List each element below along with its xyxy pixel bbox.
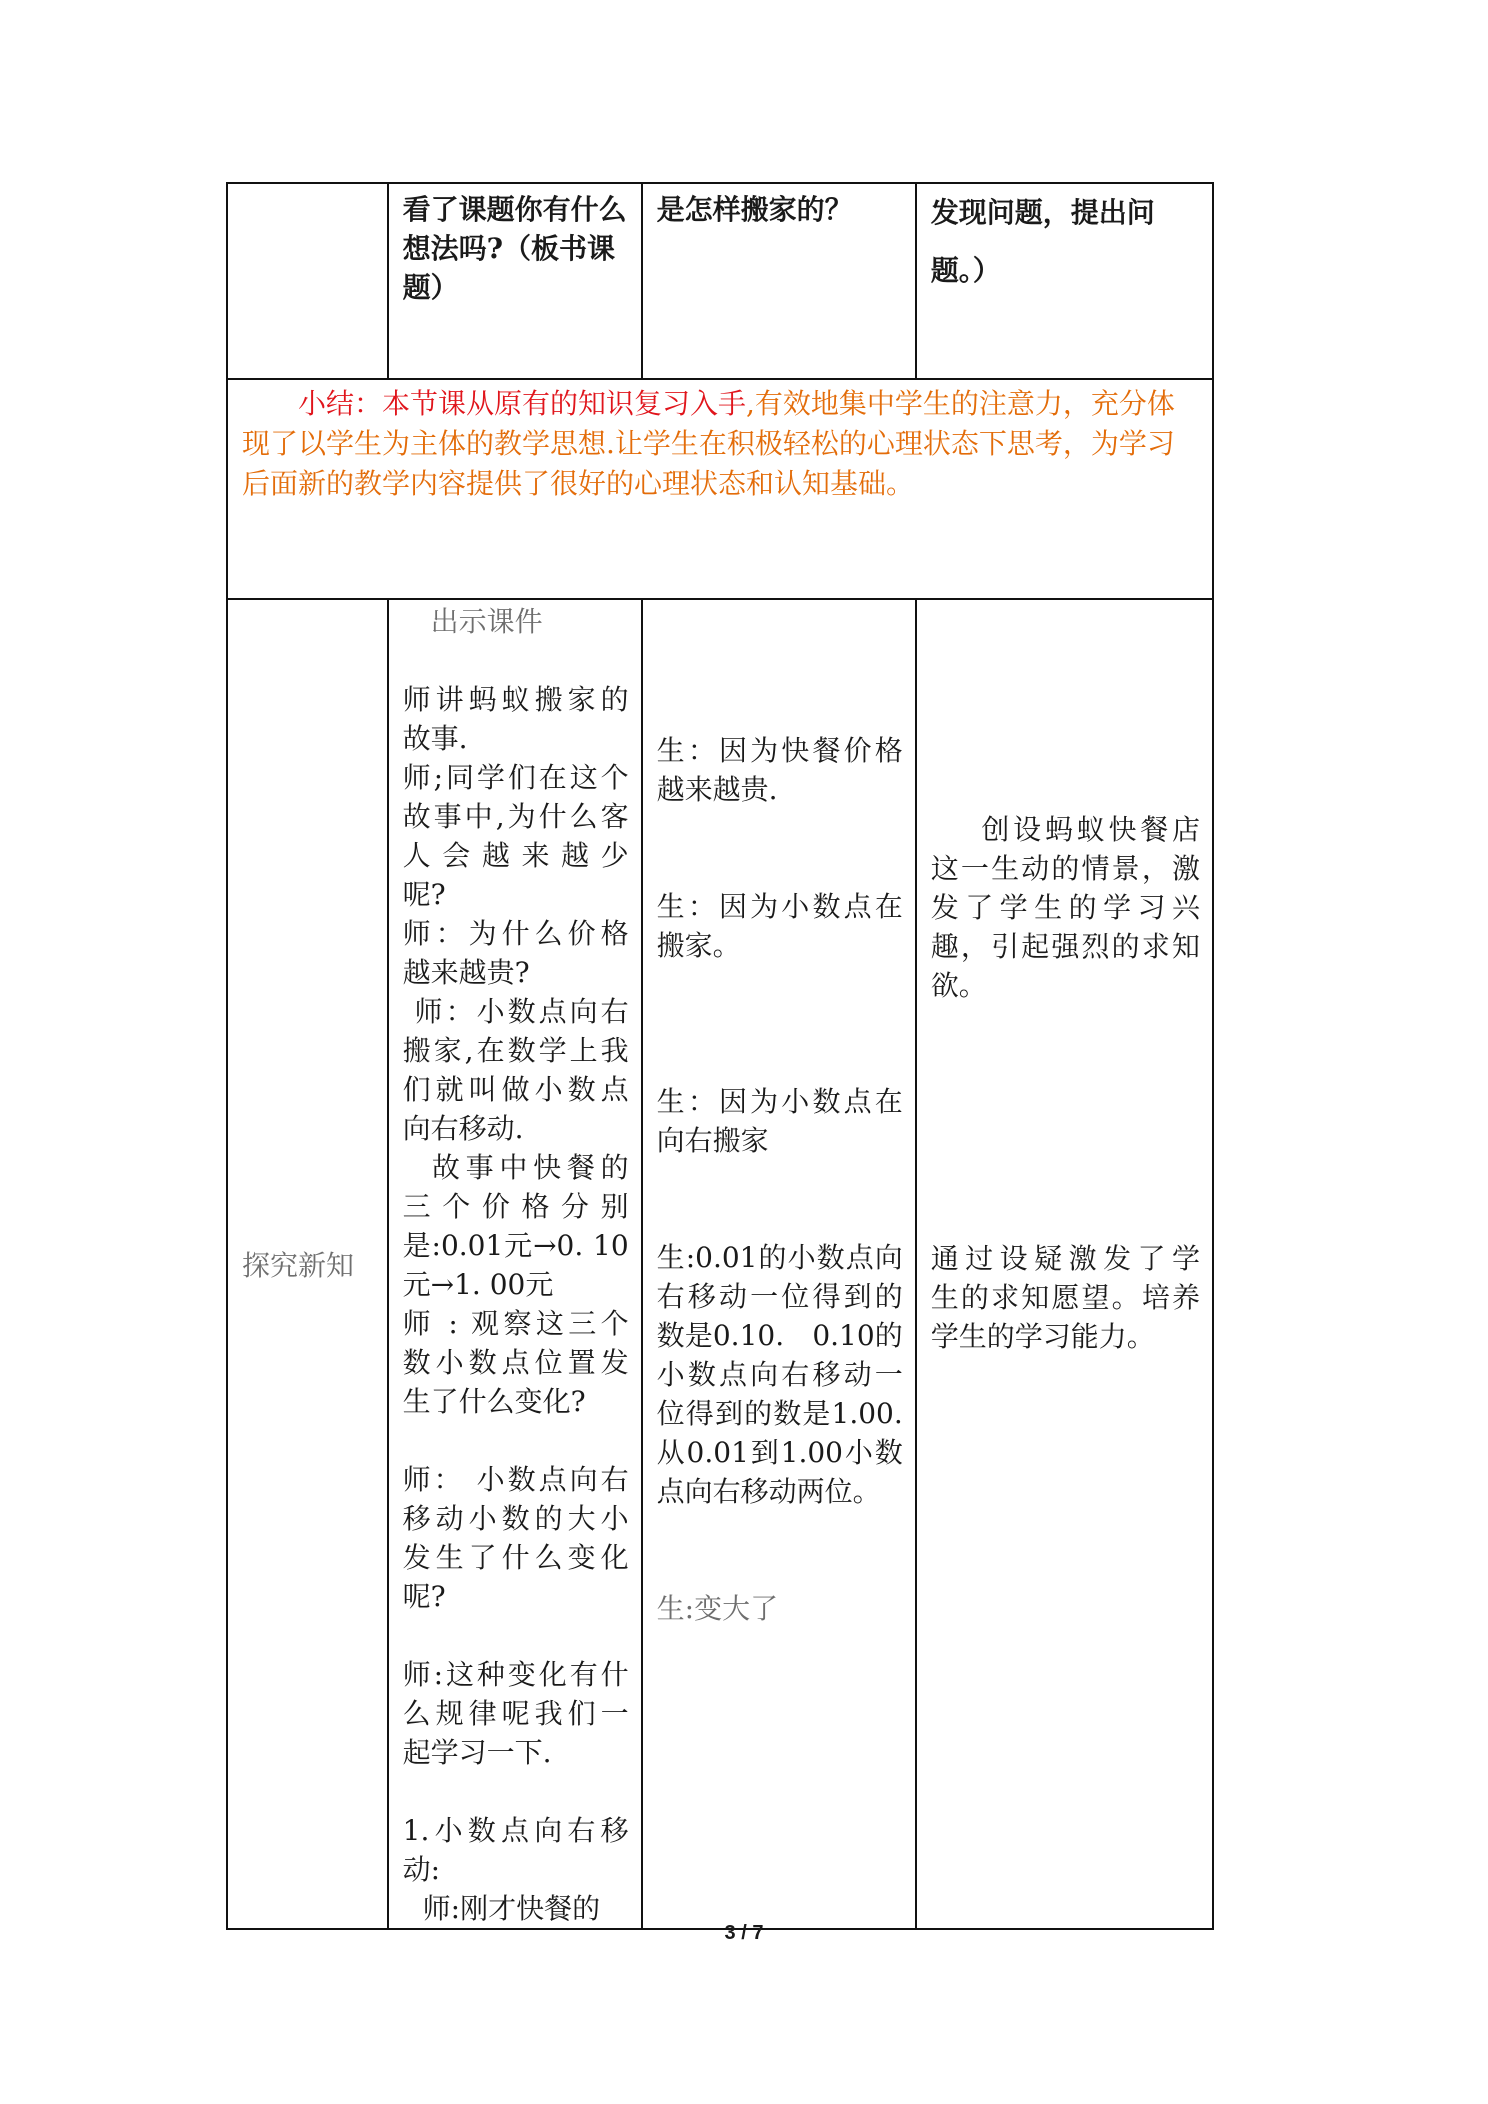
design-intent-cell — [916, 183, 1213, 379]
section-label: 探究新知 — [242, 1249, 355, 1282]
summary-red: 小结：本节课从原有的知识复习入手 — [298, 387, 747, 420]
table-row — [227, 599, 1213, 1929]
intent-text: 创设蚂蚁快餐店 这一生动的情景，激 发了学生的学习兴 趣，引起强烈的求知 欲。 — [930, 813, 1200, 1002]
teacher-line: 师：小数点向右 搬家,在数学上我 们就叫做小数点 向右移动. — [402, 995, 629, 1145]
teacher-activity-cell — [388, 183, 642, 379]
section-label-cell — [227, 599, 388, 1929]
student-answer: 生:0.01的小数点向 右移动一位得到的 数是0.10. 0.10的 小数点向右移动一 位得到的数是1.00. 从0.01到1.00小数 点向右移动两位。 — [656, 1241, 903, 1508]
summary-cell — [227, 379, 1213, 599]
empty-cell — [227, 183, 388, 379]
teacher-activity — [389, 600, 641, 1928]
summary-orange: ,有效地集中学生的注意力，充分体现了以学生为主体的教学思想.让学生在积极轻松的心理状态下思考，为学习后面新的教学内容提供了很好的心理状态和认知基础。 — [242, 387, 1175, 500]
teacher-line: 师： 小数点向右 移动小数的大小 发生了什么变化 呢? — [402, 1463, 629, 1613]
design-intent — [917, 600, 1212, 1356]
teacher-question: 看了课题你有什么想法吗?（板书课题） — [402, 193, 627, 304]
teacher-activity-cell — [388, 599, 642, 1929]
teacher-line: 师;同学们在这个 故事中,为什么客 人会越来越少 呢? — [402, 761, 629, 911]
teacher-line: 师:这种变化有什 么规律呢我们一 起学习一下. — [402, 1658, 629, 1769]
teacher-line: 师:刚才快餐的 — [422, 1892, 601, 1925]
student-answer: 生:变大了 — [656, 1592, 779, 1625]
table-row — [227, 379, 1213, 599]
page-number: 3 / 7 — [724, 1922, 764, 1944]
teacher-line: 师 : 观察这三个 数小数点位置发 生了什么变化? — [402, 1307, 629, 1418]
lesson-plan-table — [226, 182, 1214, 1930]
teacher-line: 故事中快餐的 三个价格分别 是:0.01元→0. 10 元→1. 00元 — [402, 1151, 629, 1301]
design-intent: 发现问题，提出问 题。） — [930, 196, 1155, 287]
courseware-note: 出示课件 — [430, 605, 543, 638]
table-row — [227, 183, 1213, 379]
student-response: 是怎样搬家的？ — [656, 193, 853, 226]
teacher-line: 1.小数点向右移 动: — [402, 1814, 629, 1886]
teacher-line: 师：为什么价格 越来越贵? — [402, 917, 629, 989]
student-answer: 生：因为小数点在 向右搬家 — [656, 1085, 903, 1157]
student-activity — [643, 600, 915, 1628]
intent-text: 通过设疑激发了学 生的求知愿望。培养 学生的学习能力。 — [930, 1242, 1200, 1353]
teacher-line: 师讲蚂蚁搬家的 故事. — [402, 683, 629, 755]
student-activity-cell — [642, 183, 916, 379]
design-intent-cell — [916, 599, 1213, 1929]
student-answer: 生：因为小数点在 搬家。 — [656, 890, 903, 962]
student-activity-cell — [642, 599, 916, 1929]
summary-text — [228, 380, 1212, 504]
student-answer: 生：因为快餐价格 越来越贵. — [656, 734, 903, 806]
